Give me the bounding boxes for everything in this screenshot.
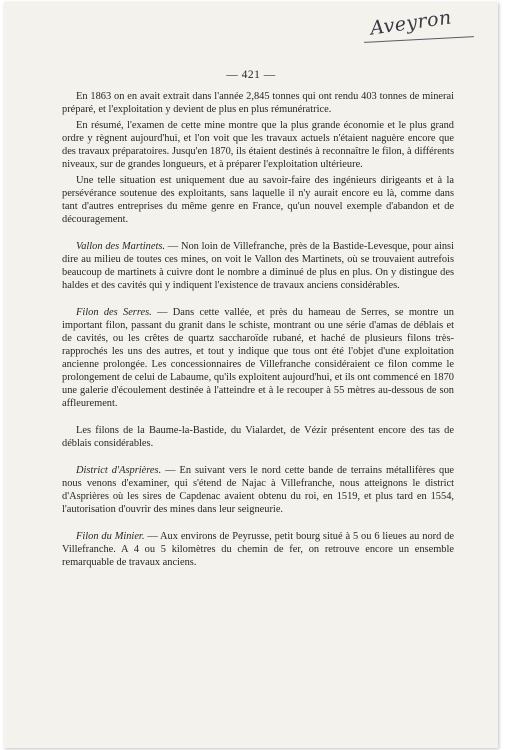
section-title: Filon du Minier. <box>76 531 145 542</box>
paragraph: En résumé, l'examen de cette mine montre que la plus grande économie et le plus grand ordre y règnent aujourd'hui, et l'on voit que les travaux actuels n'étaient naguère encore que des travaux préparatoires. Jusqu'en 1870, ils étaient destinés à reconnaître le filon, à différents niveaux, sur de grandes longueurs, et à préparer l'exploitation ultérieure. <box>62 120 454 170</box>
section-text: — Aux environs de Peyrusse, petit bourg situé à 5 ou 6 lieues au nord de Villefranche. A 4 ou 5 kilomètres du chemin de fer, on retrouve encore un ensemble remarquable de travaux anciens. <box>62 531 454 568</box>
section-filon-des-serres <box>62 306 454 410</box>
section-title: District d'Asprières. <box>76 465 162 476</box>
section-title: Vallon des Martinets. <box>76 241 165 252</box>
handwritten-annotation: Aveyron <box>368 6 454 40</box>
paragraph: Une telle situation est uniquement due au savoir-faire des ingénieurs dirigeants et à la persévérance soutenue des exploitants, sans laquelle il n'y aurait encore eu là, comme dans tant d'autres entreprises du même genre en France, qu'un nouvel exemple d'abandon et de découragement. <box>62 175 454 225</box>
section-vallon-des-martinets <box>62 240 454 292</box>
section-text: Les filons de la Baume-la-Bastide, du Vialardet, de Vézir présentent encore des tas de déblais considérables. <box>62 425 454 449</box>
section-text: — Dans cette vallée, et près du hameau de Serres, se montre un important filon, passant du granit dans le schiste, montrant ou une série d'amas de déblais et de cavités, ou les crêtes de quartz saccharoïde rubané, et haché de plusieurs filons très-rapprochés les uns des autres, et tout y indique que tous ont été l'objet d'une exploitation ancienne prolongée. Les concessionnaires de Villefranche considéraient ce filon comme le prolongement de celui de Labaume, qu'ils exploitent aujourd'hui, et ils ont commencé en 1870 une galerie d'écoulement destinée à l'atteindre et à le recouper à 55 mètres au-dessous de son affleurement. <box>62 307 454 409</box>
section-text: — Non loin de Villefranche, près de la Bastide-Levesque, pour ainsi dire au milieu de toutes ces mines, on voit le Vallon des Martinets, où se trouvaient autrefois beaucoup de martinets à cuivre dont le nombre a diminué de plus en plus. On y distingue des haldes et des cavités qui y indiquent l'existence de travaux anciens considérables. <box>62 241 454 291</box>
page-number: — 421 — <box>226 69 276 81</box>
scanned-page <box>4 2 498 748</box>
section-district-asprieres <box>62 464 454 516</box>
paragraph: En 1863 on en avait extrait dans l'année 2,845 tonnes qui ont rendu 403 tonnes de minerai préparé, et l'exploitation y devient de plus en plus rémunératrice. <box>62 91 454 115</box>
body-text <box>62 90 454 569</box>
section-text: — En suivant vers le nord cette bande de terrains métallifères que nous venons d'examiner, qui s'étend de Najac à Villefranche, nous atteignons le district d'Asprières où les sires de Capdenac avaient obtenu du roi, en 1519, et plus tard en 1554, l'autorisation d'ouvrir des mines dans leur seigneurie. <box>62 465 455 515</box>
section-filon-du-minier <box>62 530 454 569</box>
section-filons-baume <box>62 424 454 450</box>
section-title: Filon des Serres. <box>76 307 152 318</box>
